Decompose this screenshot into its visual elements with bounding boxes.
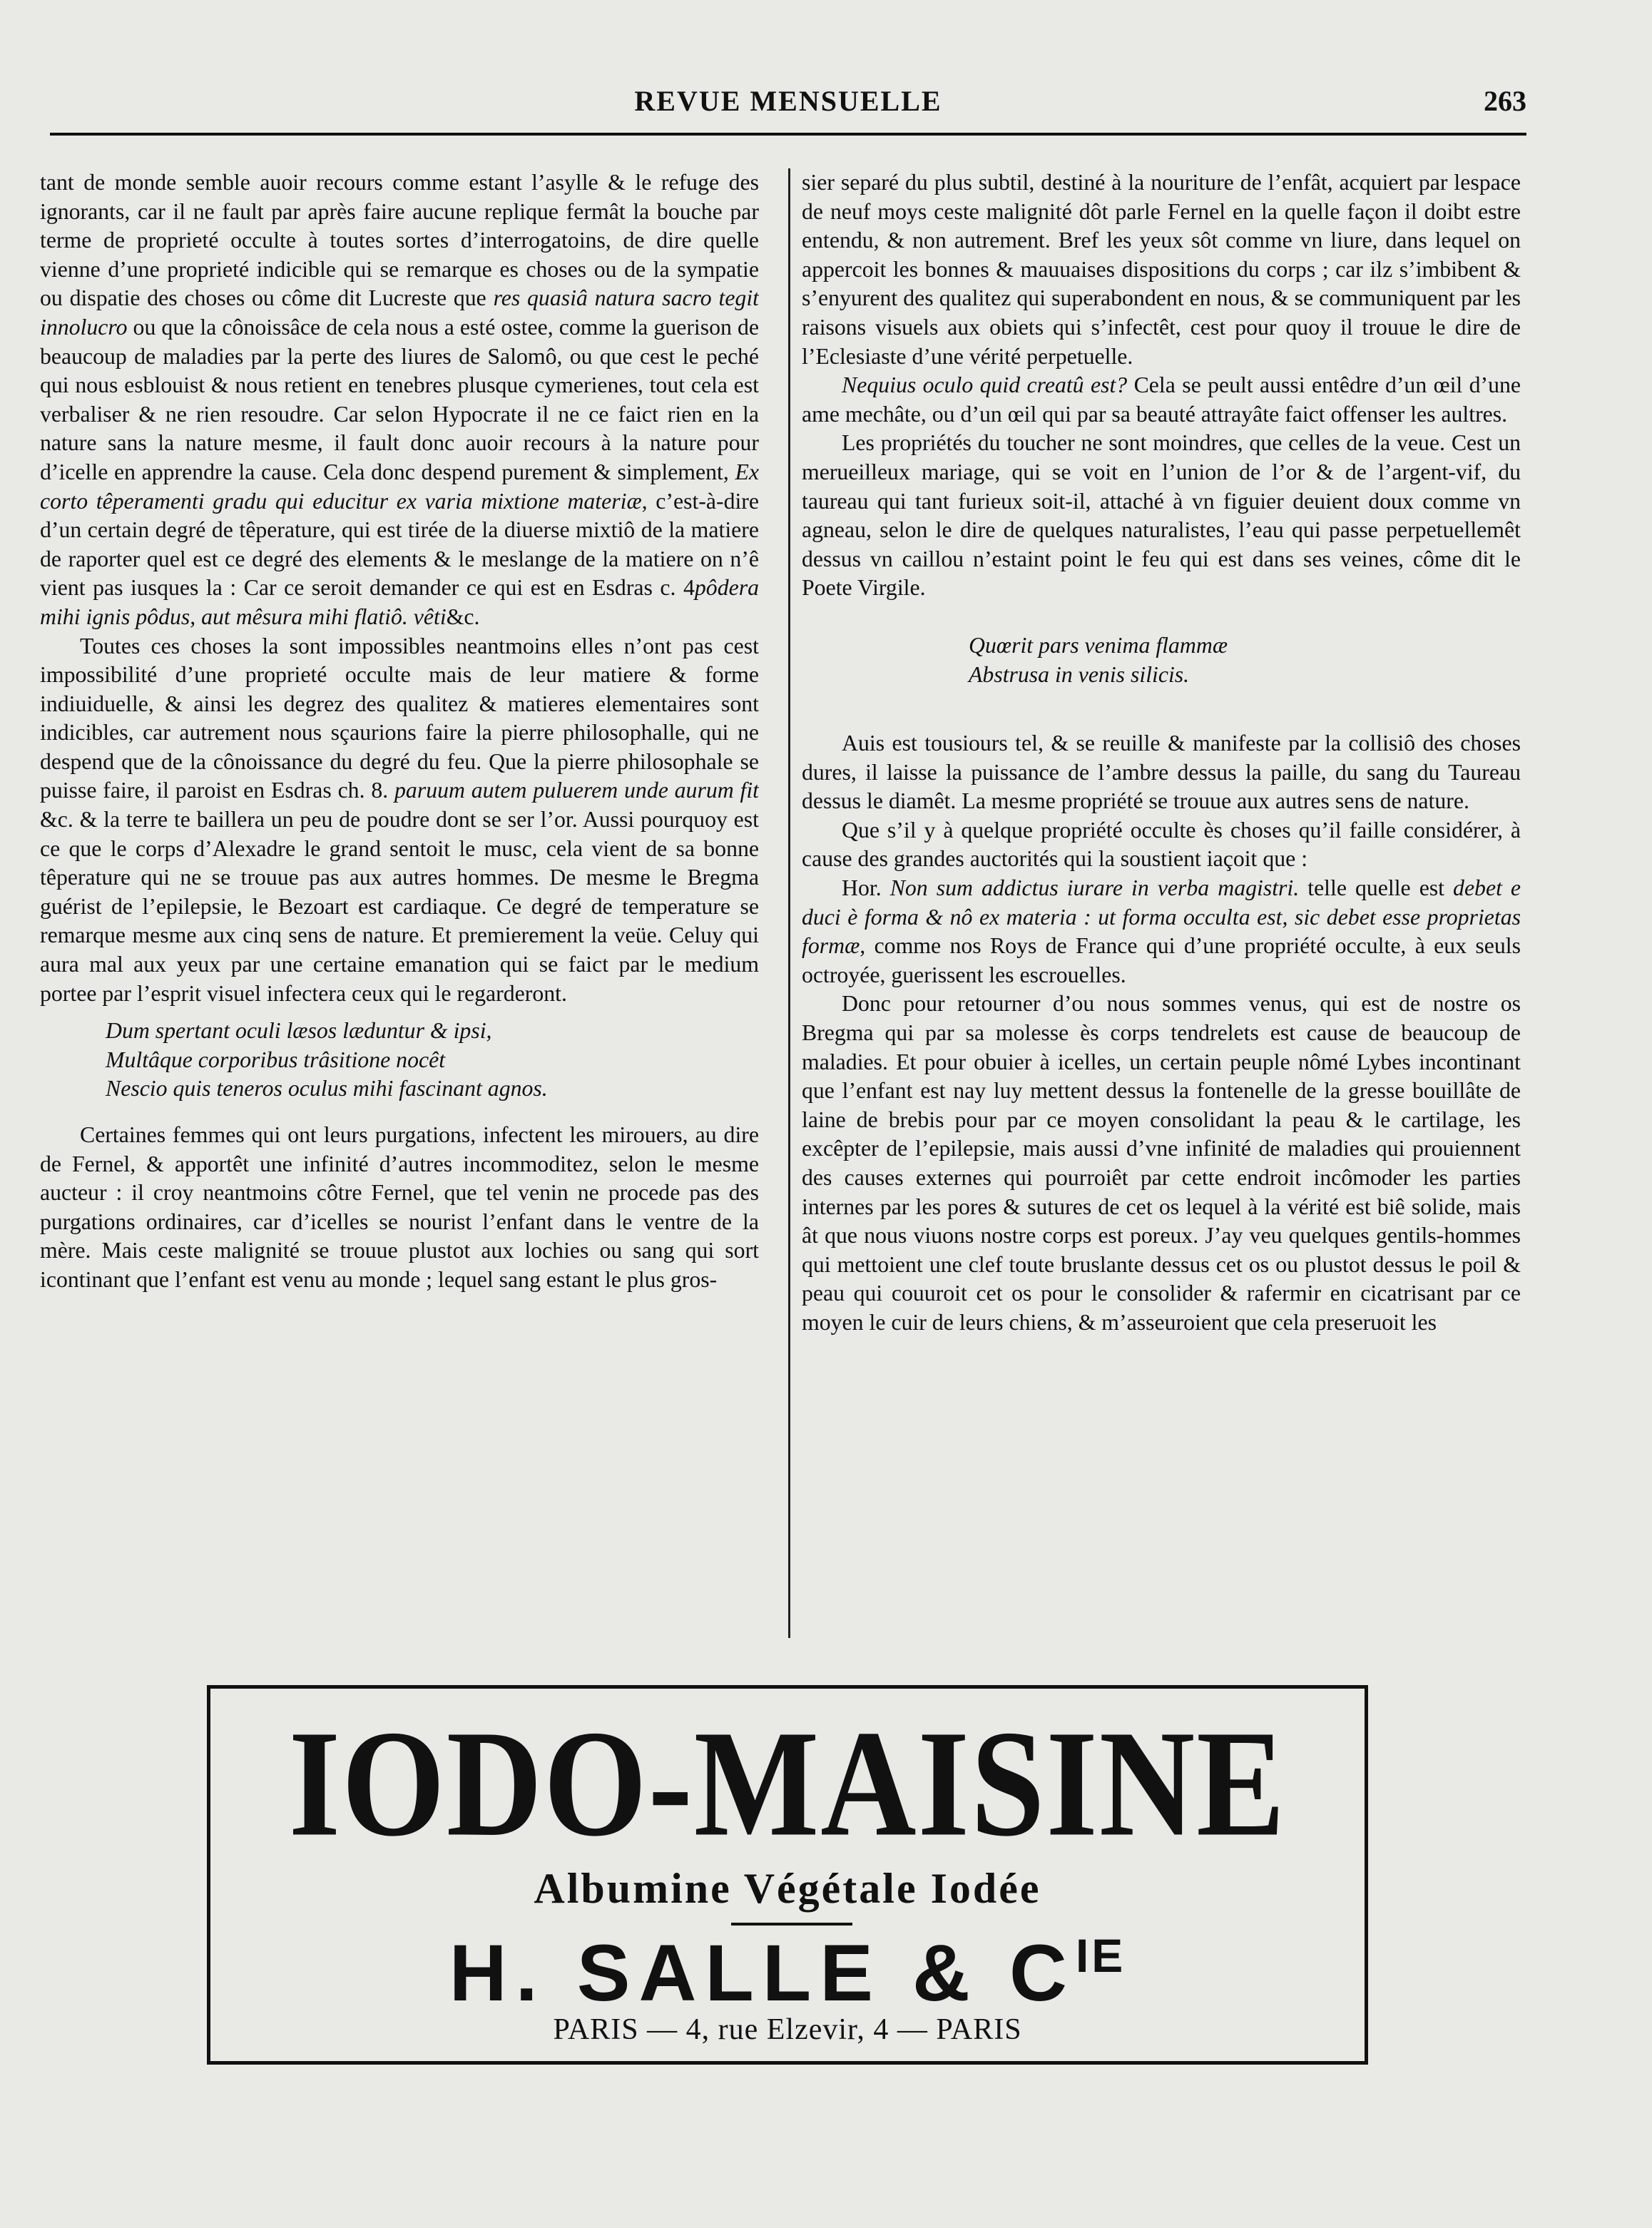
ad-company-name: H. SALLE & $C^{IE}$ xyxy=(449,1928,1126,2018)
paragraph: tant de monde semble auoir recours comme estant l’asylle & le refuge des ignorants, car il ne fault par après faire aucune replique fermât la bouche par terme de proprieté occulte à toutes sortes d’interrogatoins, de dire quelle vienne d’une proprieté indicible qui se remarque es choses ou de la sympatie ou dispatie des choses ou côme dit Lucreste que res quasiâ natura sacro tegit innolucro ou que la cônoissâce de cela nous a esté ostee, comme la guerison de beaucoup de maladies par la perte des liures de Salomô, ou que cest le peché qui nous esblouist & nous retient en tenebres plusque cymerienes, tout cela est verbaliser & ne rien resoudre. Car selon Hypocrate il ne ce faict rien en la nature sans la nature mesme, il fault donc auoir recours à la nature pour d’icelle en apprendre la cause. Cela donc despend purement & simplement, Ex corto têperamenti gradu qui educitur ex varia mixtione materiæ, c’est-à-dire d’un certain degré de têperature, qui est tirée de la diuerse mixtiô de la matiere de raporter quel est ce degré des elements & le meslange de la matiere on n’ê vient pas iusques la : Car ce seroit demander ce qui est en Esdras c. 4pôdera mihi ignis pôdus, aut mêsura mihi flatiô. vêti&c. xyxy=(40,170,759,629)
paragraph: Les propriétés du toucher ne sont moindres, que celles de la veue. Cest un merueilleux mariage, qui se voit en l’union de l’or & de l’argent-vif, du taureau qui tant furieux soit-il, attaché à vn figuier deuient doux comme vn agneau, selon le dire de quelques naturalistes, l’eau qui passe perpetuellemêt dessus vn caillou n’estaint point le feu qui est dans ses veines, côme dit le Poete Virgile. xyxy=(802,430,1521,601)
verse-line: Dum spertant oculi læsos læduntur & ipsi, xyxy=(106,1018,492,1044)
right-column xyxy=(802,168,1521,1635)
left-column xyxy=(40,168,759,1635)
ad-brand-name: IODO-MAISINE xyxy=(288,1699,1287,1868)
paragraph: Nequius oculo quid creatû est? Cela se peult aussi entêdre d’un œil d’une ame mechâte, ou d’un œil qui par sa beauté attrayâte faict offenser les aultres. xyxy=(802,372,1521,427)
ad-divider xyxy=(731,1923,852,1926)
verse-line: Nescio quis teneros oculus mihi fascinant agnos. xyxy=(106,1076,548,1102)
verse-line: Multâque corporibus trâsitione nocêt xyxy=(106,1047,446,1072)
paragraph: Que s’il y à quelque propriété occulte ès choses qu’il faille considérer, à cause des grandes auctorités qui la soustient iaçoit que : xyxy=(802,817,1521,872)
verse-line: Abstrusa in venis silicis. xyxy=(969,661,1190,687)
ad-address: PARIS — 4, rue Elzevir, 4 — PARIS xyxy=(553,2013,1022,2046)
paragraph: Auis est tousiours tel, & se reuille & manifeste par la collisiô des choses dures, il laisse la puissance de l’ambre dessus la paille, du sang du Taureau dessus le diamêt. La mesme propriété se trouue aux autres sens de nature. xyxy=(802,731,1521,814)
paragraph: sier separé du plus subtil, destiné à la nouriture de l’enfât, acquiert par lespace de neuf moys ceste malignité dôt parle Fernel en la quelle façon il doibt estre entendu, & non autrement. Bref les yeux sôt comme vn liure, dans lequel on appercoit les bonnes & mauuaises dispositions du corps ; car ilz s’imbibent & s’enyurent des qualitez qui superabondent en nous, & se communiquent par les raisons visuels aux obiets qui s’infectêt, cest pour quoy il trouue le dire de l’Eclesiaste d’une vérité perpetuelle. xyxy=(802,170,1521,369)
paragraph: Hor. Non sum addictus iurare in verba magistri. telle quelle est debet e duci è forma & nô ex materia : ut forma occulta est, sic debet esse proprietas formæ, comme nos Roys de France qui d’une propriété occulte, à eux seuls octroyée, guerissent les escrouelles. xyxy=(802,875,1521,987)
verse-line: Quœrit pars venima flammæ xyxy=(969,632,1228,658)
column-rule xyxy=(788,168,790,1638)
latin-verse xyxy=(802,631,1521,689)
journal-title: REVUE MENSUELLE xyxy=(634,85,942,117)
header-rule xyxy=(50,133,1526,136)
running-header xyxy=(50,84,1526,127)
advertisement xyxy=(207,1685,1368,2065)
latin-verse xyxy=(40,1017,759,1104)
page-number: 263 xyxy=(1484,85,1526,117)
paragraph: Certaines femmes qui ont leurs purgations, infectent les mirouers, au dire de Fernel, & apportêt une infinité d’autres incommoditez, selon le mesme aucteur : il croy neantmoins côtre Fernel, que tel venin ne procede pas des purgations ordinaires, car d’icelles se nourist l’enfant dans le ventre de la mère. Mais ceste malignité se trouue plustot aux lochies ou sang qui sort icontinant que l’enfant est venu au monde ; lequel sang estant le plus gros- xyxy=(40,1122,759,1292)
paragraph: Donc pour retourner d’ou nous sommes venus, qui est de nostre os Bregma qui par sa molesse ès corps tendrelets est cause de beaucoup de maladies. Et pour obuier à icelles, un certain peuple nômé Lybes incontinant que l’enfant est nay luy mettent dessus la fontenelle de la gresse bouillâte de laine de brebis pour par ce moyen consolidant la peau & le cartilage, les excêpter de l’epilepsie, mais aussi d’vne infinité de maladies qui prouiennent des causes externes qui pourroiêt par cette endroit incômoder les parties internes par les pores & sutures de cet os lequel à la vérité est biê solide, mais ât que nous viuons nostre corps est poreux. J’ay veu quelques gentils-hommes qui mettoient une clef toute bruslante dessus cet os ou plustot dessus le poil & peau qui couuroit cet os pour le consolider & rafermir en cicatrisant par ce moyen le cuir de leurs chiens, & m’asseuroient que cela preseruoit les xyxy=(802,991,1521,1335)
paragraph: Toutes ces choses la sont impossibles neantmoins elles n’ont pas cest impossibilité d’une proprieté occulte mais de leur matiere & forme indiuiduelle, & ainsi les degrez des qualitez & matieres elementaires sont indicibles, car autrement nous sçaurions faire la pierre philosophalle, qui ne despend que de la cônoissance du degré du feu. Que la pierre philosophale se puisse faire, il paroist en Esdras ch. 8. paruum autem puluerem unde aurum fit &c. & la terre te baillera un peu de poudre dont se ser l’or. Aussi pourquoy est ce que le corps d’Alexadre le grand sentoit le musc, cela vient de sa bonne têperature qui ne se trouue pas aux autres hommes. De mesme le Bregma guérist de l’epilepsie, le Bezoart est cardiaque. Ce degré de temperature se remarque mesme aux cinq sens de nature. Et premierement la veüe. Celuy qui aura mal aux yeux par une certaine emanation qui se faict par le medium portee par l’esprit visuel infectera ceux qui le regarderont. xyxy=(40,633,759,1006)
ad-subtitle: Albumine Végétale Iodée xyxy=(534,1865,1041,1912)
